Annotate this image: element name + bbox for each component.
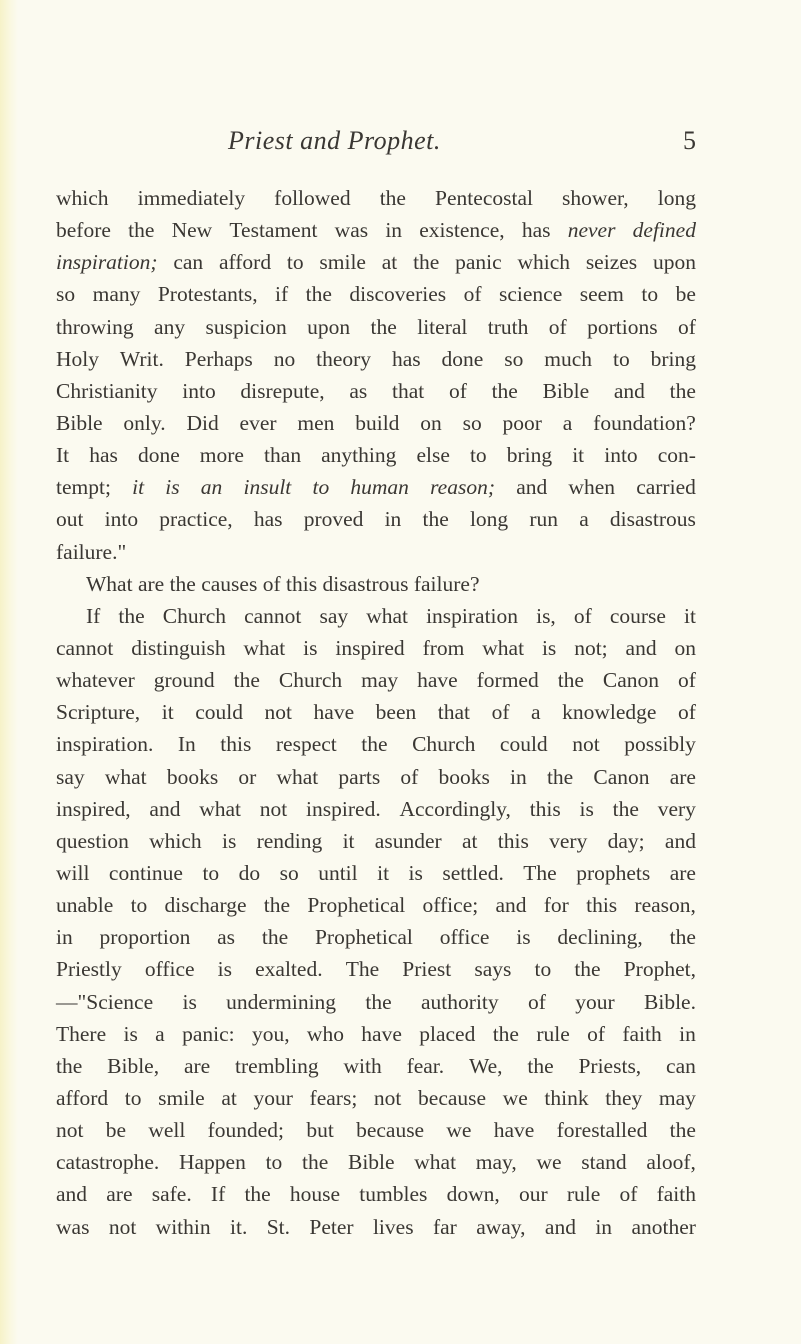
- text-line: unable to discharge the Prophetical office; and for this reason,: [56, 893, 696, 918]
- text-line: inspired, and what not inspired. Accordingly, this is the very: [56, 796, 696, 821]
- text-line: cannot distinguish what is inspired from what is not; and on: [56, 635, 696, 660]
- text-line: not be well founded; but because we have forestalled the: [56, 1118, 696, 1143]
- text-line: question which is rending it asunder at this very day; and: [56, 828, 696, 853]
- text-line: whatever ground the Church may have formed the Canon of: [56, 668, 696, 693]
- text-line: in proportion as the Prophetical office is declining, the: [56, 925, 696, 950]
- text-line: and are safe. If the house tumbles down, our rule of faith: [56, 1182, 696, 1207]
- running-title: Priest and Prophet.: [228, 126, 441, 155]
- text-line: catastrophe. Happen to the Bible what may, we stand aloof,: [56, 1150, 696, 1175]
- text-line: Priestly office is exalted. The Priest says to the Prophet,: [56, 957, 696, 982]
- page-number: 5: [683, 126, 696, 155]
- text-line: was not within it. St. Peter lives far away, and in another: [56, 1214, 696, 1239]
- text-line: inspiration. In this respect the Church could not possibly: [56, 732, 696, 757]
- text-line: —"Science is undermining the authority of your Bible.: [56, 989, 696, 1014]
- text-line: Bible only. Did ever men build on so poor a foundation?: [56, 410, 696, 435]
- page-edge-shadow: [0, 0, 18, 1344]
- running-head: [56, 126, 696, 166]
- text-line: Scripture, it could not have been that of a knowledge of: [56, 700, 696, 725]
- text-line: afford to smile at your fears; not because we think they may: [56, 1085, 696, 1110]
- text-line: which immediately followed the Pentecostal shower, long: [56, 186, 696, 210]
- text-line: tempt; it is an insult to human reason; and when carried: [56, 475, 696, 500]
- text-line: before the New Testament was in existence, has never defined: [56, 218, 696, 243]
- text-line: say what books or what parts of books in the Canon are: [56, 764, 696, 789]
- text-line: will continue to do so until it is settled. The prophets are: [56, 860, 696, 885]
- text-line: If the Church cannot say what inspiration is, of course it: [86, 603, 696, 628]
- text-line: out into practice, has proved in the long run a disastrous: [56, 507, 696, 532]
- text-line: inspiration; can afford to smile at the panic which seizes upon: [56, 250, 696, 275]
- text-line: failure.": [56, 539, 127, 564]
- text-line: the Bible, are trembling with fear. We, the Priests, can: [56, 1053, 696, 1078]
- text-line: Holy Writ. Perhaps no theory has done so much to bring: [56, 346, 696, 371]
- text-line: It has done more than anything else to bring it into con-: [56, 443, 696, 468]
- text-line: so many Protestants, if the discoveries of science seem to be: [56, 282, 696, 307]
- text-line: What are the causes of this disastrous failure?: [86, 571, 480, 596]
- body-text: [56, 182, 696, 1243]
- text-line: Christianity into disrepute, as that of the Bible and the: [56, 378, 696, 403]
- text-line: throwing any suspicion upon the literal truth of portions of: [56, 314, 696, 339]
- text-line: There is a panic: you, who have placed the rule of faith in: [56, 1021, 696, 1046]
